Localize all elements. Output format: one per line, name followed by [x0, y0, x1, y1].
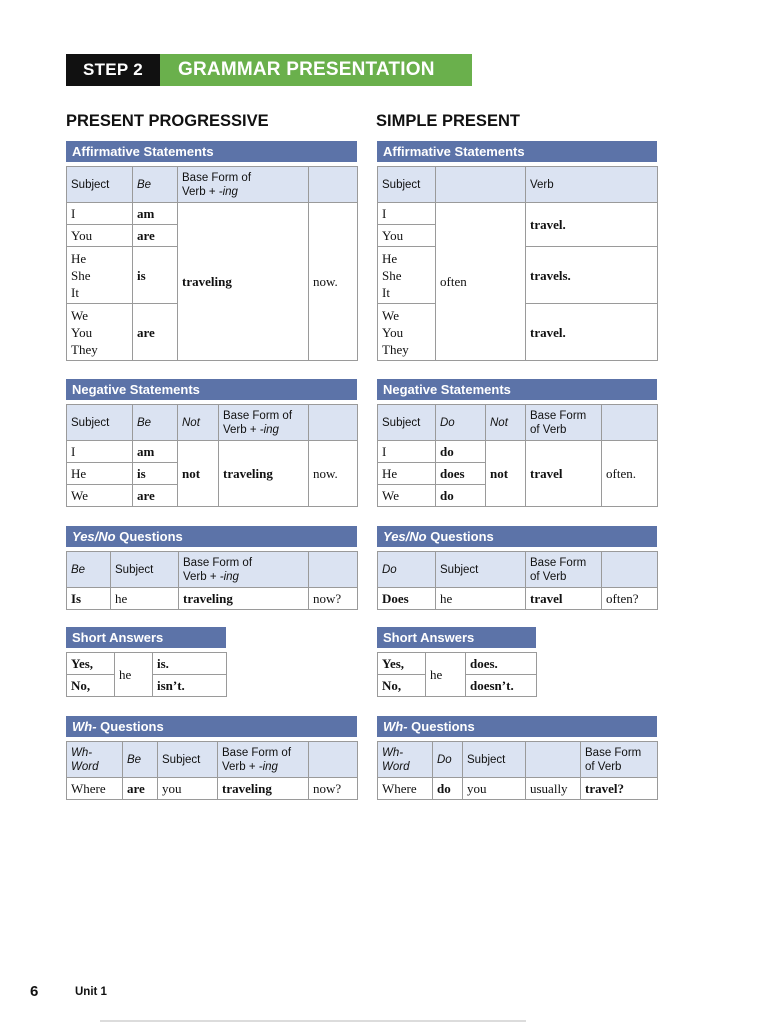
subject-cell: he [436, 588, 526, 610]
header-cell: Wh- Word [67, 742, 123, 778]
subject-cell: We [378, 485, 436, 507]
right-column-title: SIMPLE PRESENT [376, 112, 520, 130]
be-cell: am [133, 441, 178, 463]
verb-cell: isn’t. [153, 675, 227, 697]
section-bar [377, 526, 657, 547]
table-row [378, 203, 658, 225]
grammar-table [66, 166, 358, 361]
left-wh-questions-section [66, 716, 357, 800]
header-row [67, 552, 358, 588]
header-cell: Subject [463, 742, 526, 778]
subject-cell: I [378, 441, 436, 463]
not-cell: not [486, 441, 526, 507]
do-cell: Does [378, 588, 436, 610]
grammar-table [66, 652, 227, 697]
subject-cell: I [378, 203, 436, 225]
header-cell: Subject [158, 742, 218, 778]
header-row [378, 167, 658, 203]
verb-cell: travel. [526, 304, 658, 361]
subject-cell: We [67, 485, 133, 507]
subject-cell: You [67, 225, 133, 247]
left-yesno-section [66, 526, 357, 610]
header-cell: Subject [436, 552, 526, 588]
do-cell: do [433, 778, 463, 800]
grammar-table [66, 741, 358, 800]
verb-cell: traveling [178, 203, 309, 361]
table-row [378, 778, 658, 800]
header-cell: Subject [378, 167, 436, 203]
table-row [378, 588, 658, 610]
header-cell: Not [486, 405, 526, 441]
verb-cell: traveling [219, 441, 309, 507]
header-row [67, 742, 358, 778]
right-wh-questions-section [377, 716, 657, 800]
verb-cell: travel? [581, 778, 658, 800]
unit-label: Unit 1 [75, 986, 107, 998]
grammar-table [377, 404, 658, 507]
bar-italic-text: Wh- [383, 719, 408, 734]
header-cell: Not [178, 405, 219, 441]
do-cell: does [436, 463, 486, 485]
header-cell: Do [378, 552, 436, 588]
adverb-cell: often [436, 203, 526, 361]
wh-word-cell: Where [378, 778, 433, 800]
header-cell: Be [123, 742, 158, 778]
time-cell: often. [602, 441, 658, 507]
header-row [67, 167, 358, 203]
header-row [378, 742, 658, 778]
grammar-table [377, 652, 537, 697]
answer-cell: Yes, [378, 653, 426, 675]
subject-cell: You [378, 225, 436, 247]
header-cell: Be [133, 167, 178, 203]
verb-cell: doesn’t. [466, 675, 537, 697]
grammar-table [66, 551, 358, 610]
header-cell [602, 552, 658, 588]
section-bar: Affirmative Statements [377, 141, 657, 162]
verb-cell: traveling [218, 778, 309, 800]
do-cell: do [436, 485, 486, 507]
verb-cell: does. [466, 653, 537, 675]
subject-cell: He [378, 463, 436, 485]
header-cell: Subject [67, 167, 133, 203]
do-cell: do [436, 441, 486, 463]
be-cell: are [133, 225, 178, 247]
adverb-cell: usually [526, 778, 581, 800]
section-bar: Affirmative Statements [66, 141, 357, 162]
bar-italic-text: Yes/No [383, 529, 427, 544]
step-label: STEP 2 [66, 54, 160, 86]
subject-cell: I [67, 441, 133, 463]
bar-italic-text: Yes/No [72, 529, 116, 544]
left-column-title: PRESENT PROGRESSIVE [66, 112, 269, 130]
header-cell: Base Form of Verb + -ing [179, 552, 309, 588]
section-bar [66, 526, 357, 547]
header-cell: Wh- Word [378, 742, 433, 778]
be-cell: are [133, 485, 178, 507]
table-row [378, 441, 658, 463]
grammar-table [377, 166, 658, 361]
right-affirmative-section [377, 141, 657, 361]
section-bar: Short Answers [377, 627, 536, 648]
header-cell: Subject [378, 405, 436, 441]
subject-cell: you [463, 778, 526, 800]
header-cell [602, 405, 658, 441]
left-negative-section [66, 379, 357, 507]
subject-cell: We You They [378, 304, 436, 361]
subject-cell: He She It [67, 247, 133, 304]
header-cell [309, 742, 358, 778]
header-cell [526, 742, 581, 778]
table-row [67, 778, 358, 800]
grammar-table [377, 741, 658, 800]
verb-cell: travels. [526, 247, 658, 304]
bar-italic-text: Wh- [72, 719, 97, 734]
not-cell: not [178, 441, 219, 507]
pronoun-cell: he [115, 653, 153, 697]
header-cell: Do [436, 405, 486, 441]
time-cell: now. [309, 203, 358, 361]
left-affirmative-section [66, 141, 357, 361]
bar-text: Questions [426, 529, 494, 544]
header-cell: Subject [111, 552, 179, 588]
be-cell: is [133, 463, 178, 485]
header-cell: Base Form of Verb + -ing [178, 167, 309, 203]
header-cell: Base Form of Verb + -ing [218, 742, 309, 778]
footer-divider [100, 1020, 526, 1022]
section-bar: Negative Statements [66, 379, 357, 400]
time-cell: now. [309, 441, 358, 507]
be-cell: are [133, 304, 178, 361]
pronoun-cell: he [426, 653, 466, 697]
right-short-answers-section [377, 627, 536, 697]
subject-cell: We You They [67, 304, 133, 361]
header-cell: Base Form of Verb [526, 405, 602, 441]
subject-cell: I [67, 203, 133, 225]
answer-cell: No, [378, 675, 426, 697]
header-cell: Base Form of Verb + -ing [219, 405, 309, 441]
table-row [67, 203, 358, 225]
section-bar [377, 716, 657, 737]
section-title: GRAMMAR PRESENTATION [160, 54, 472, 86]
bar-text: Questions [96, 719, 164, 734]
header-cell: Be [67, 552, 111, 588]
time-cell: often? [602, 588, 658, 610]
time-cell: now? [309, 588, 358, 610]
header-row [378, 405, 658, 441]
header-row [378, 552, 658, 588]
header-cell [309, 552, 358, 588]
be-cell: is [133, 247, 178, 304]
header-cell: Base Form of Verb [581, 742, 658, 778]
page-number: 6 [30, 983, 39, 1000]
subject-cell: you [158, 778, 218, 800]
be-cell: am [133, 203, 178, 225]
verb-cell: is. [153, 653, 227, 675]
left-short-answers-section [66, 627, 226, 697]
be-cell: Is [67, 588, 111, 610]
wh-word-cell: Where [67, 778, 123, 800]
header-cell: Base Form of Verb [526, 552, 602, 588]
table-row [378, 653, 537, 675]
right-yesno-section [377, 526, 657, 610]
verb-cell: traveling [179, 588, 309, 610]
section-bar [66, 716, 357, 737]
header-cell [309, 167, 358, 203]
header-cell: Be [133, 405, 178, 441]
verb-cell: travel. [526, 203, 658, 247]
header-cell: Verb [526, 167, 658, 203]
subject-cell: He [67, 463, 133, 485]
header-cell [436, 167, 526, 203]
bar-text: Questions [115, 529, 183, 544]
grammar-table [377, 551, 658, 610]
header-row [67, 405, 358, 441]
subject-cell: he [111, 588, 179, 610]
grammar-table [66, 404, 358, 507]
subject-cell: He She It [378, 247, 436, 304]
section-bar: Short Answers [66, 627, 226, 648]
bar-text: Questions [407, 719, 475, 734]
right-negative-section [377, 379, 657, 507]
time-cell: now? [309, 778, 358, 800]
verb-cell: travel [526, 441, 602, 507]
answer-cell: No, [67, 675, 115, 697]
table-row [67, 441, 358, 463]
header-cell [309, 405, 358, 441]
header-cell: Subject [67, 405, 133, 441]
header-cell: Do [433, 742, 463, 778]
table-row [67, 588, 358, 610]
answer-cell: Yes, [67, 653, 115, 675]
verb-cell: travel [526, 588, 602, 610]
be-cell: are [123, 778, 158, 800]
section-bar: Negative Statements [377, 379, 657, 400]
table-row [67, 653, 227, 675]
